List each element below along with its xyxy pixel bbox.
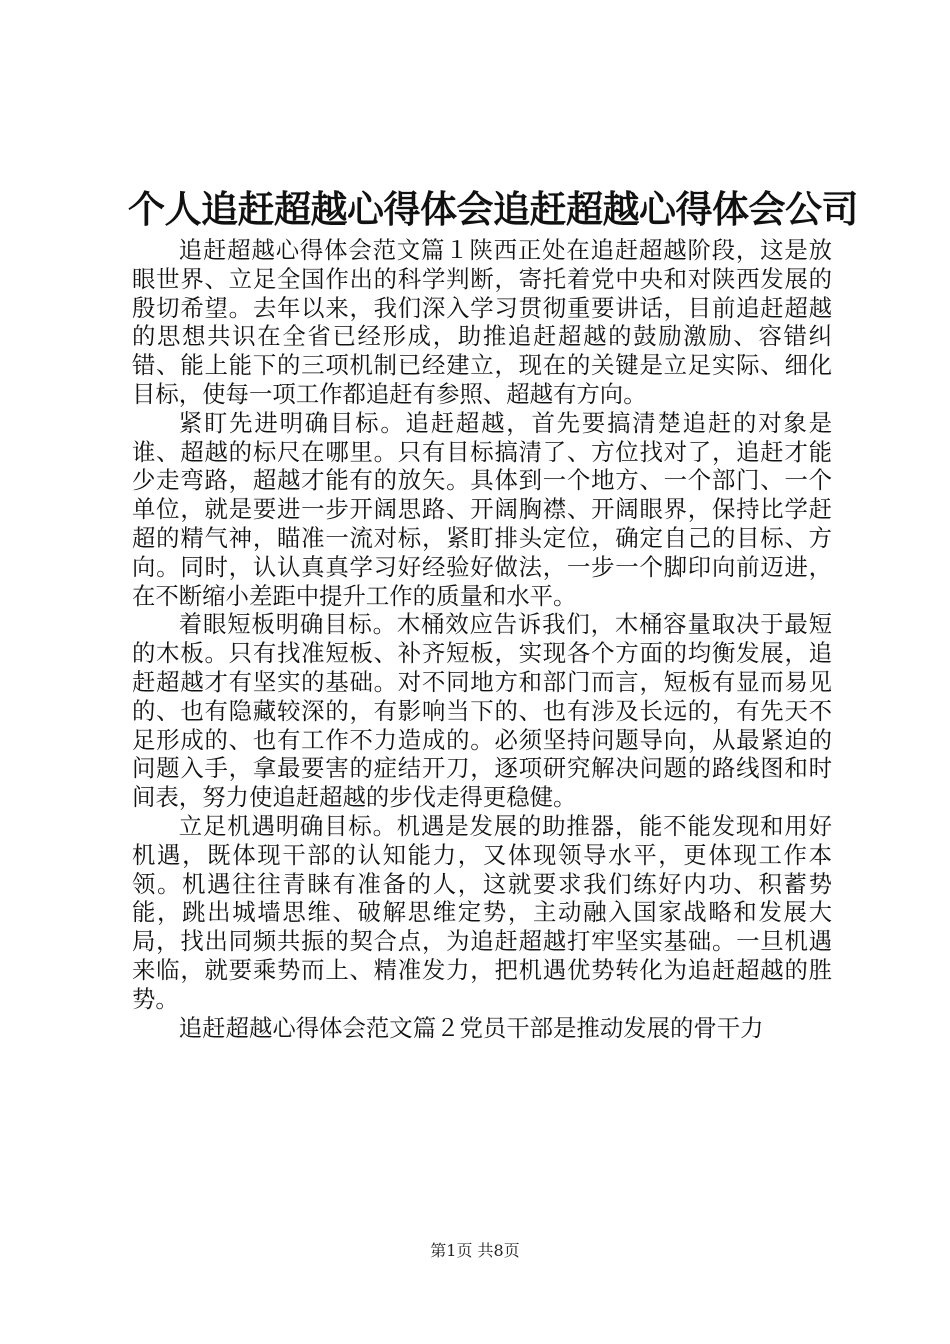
document-title: 个人追赶超越心得体会追赶超越心得体会公司 bbox=[128, 187, 858, 231]
paragraph: 立足机遇明确目标。机遇是发展的助推器，能不能发现和用好机遇，既体现干部的认知能力，又体现领导水平，更体现工作本领。机遇往往青睐有准备的人，这就要求我们练好内功、积蓄势能，跳出城墙思维、破解思维定势，主动融入国家战略和发展大局，找出同频共振的契合点，为追赶超越打牢坚实基础。一旦机遇来临，就要乘势而上、精准发力，把机遇优势转化为追赶超越的胜势。 bbox=[132, 811, 832, 1013]
paragraph: 着眼短板明确目标。木桶效应告诉我们，木桶容量取决于最短的木板。只有找准短板、补齐短板，实现各个方面的均衡发展，追赶超越才有坚实的基础。对不同地方和部门而言，短板有显而易见的、也有隐藏较深的，有影响当下的、也有涉及长远的，有先天不足形成的、也有工作不力造成的。必须坚持问题导向，从最紧迫的问题入手，拿最要害的症结开刀，逐项研究解决问题的路线图和时间表，努力使追赶超越的步伐走得更稳健。 bbox=[132, 610, 832, 812]
paragraph: 紧盯先进明确目标。追赶超越，首先要搞清楚追赶的对象是谁、超越的标尺在哪里。只有目标搞清了、方位找对了，追赶才能少走弯路，超越才能有的放矢。具体到一个地方、一个部门、一个单位，就是要进一步开阔思路、开阔胸襟、开阔眼界，保持比学赶超的精气神，瞄准一流对标，紧盯排头定位，确定自己的目标、方向。同时，认认真真学习好经验好做法，一步一个脚印向前迈进，在不断缩小差距中提升工作的质量和水平。 bbox=[132, 408, 832, 610]
document-body bbox=[132, 236, 832, 1042]
page-number-footer: 第1页 共8页 bbox=[430, 1241, 520, 1260]
paragraph: 追赶超越心得体会范文篇１陕西正处在追赶超越阶段，这是放眼世界、立足全国作出的科学判断，寄托着党中央和对陕西发展的殷切希望。去年以来，我们深入学习贯彻重要讲话，目前追赶超越的思想共识在全省已经形成，助推追赶超越的鼓励激励、容错纠错、能上能下的三项机制已经建立，现在的关键是立足实际、细化目标，使每一项工作都追赶有参照、超越有方向。 bbox=[132, 236, 832, 408]
paragraph: 追赶超越心得体会范文篇２党员干部是推动发展的骨干力 bbox=[178, 1013, 764, 1042]
